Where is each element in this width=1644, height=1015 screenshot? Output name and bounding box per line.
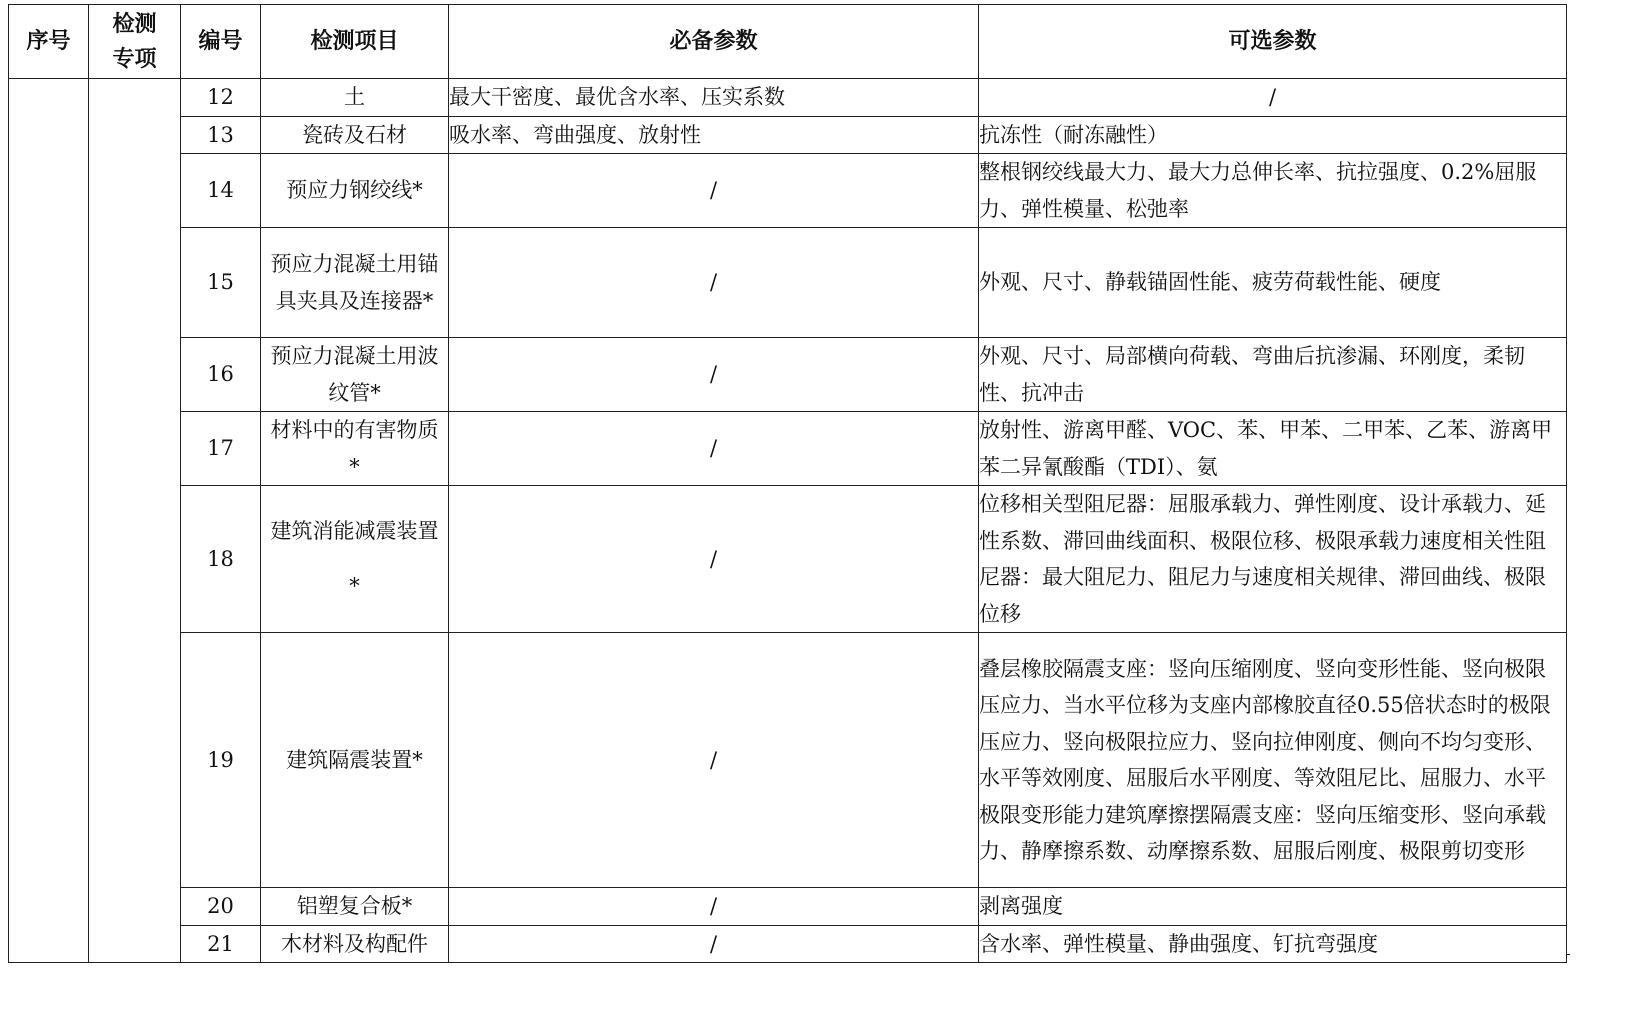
item-cell: 建筑隔震装置* [261,633,449,888]
required-cell: 吸水率、弯曲强度、放射性 [449,116,979,154]
optional-cell: 外观、尺寸、静载锚固性能、疲劳荷载性能、硬度 [979,228,1567,338]
optional-cell: 叠层橡胶隔震支座：竖向压缩刚度、竖向变形性能、竖向极限压应力、当水平位移为支座内部橡胶直径0.55倍状态时的极限压应力、竖向极限拉应力、竖向拉伸刚度、侧向不均匀变形、水平等效刚度、屈服后水平刚度、等效阻尼比、屈服力、水平极限变形能力建筑摩擦摆隔震支座：竖向压缩变形、竖向承载力、静摩擦系数、动摩擦系数、屈服后刚度、极限剪切变形 [979,633,1567,888]
inspection-table [8,4,1567,963]
header-required: 必备参数 [449,5,979,79]
table-row [9,338,1567,412]
required-cell: / [449,228,979,338]
table-row [9,633,1567,888]
item-cell: 铝塑复合板* [261,888,449,926]
required-cell: / [449,412,979,486]
table-row [9,925,1567,963]
margin-tick [1566,954,1570,955]
code-cell: 18 [181,486,261,633]
table-row [9,116,1567,154]
required-cell: / [449,925,979,963]
header-optional: 可选参数 [979,5,1567,79]
seq-cell [9,79,89,963]
code-cell: 16 [181,338,261,412]
table-row [9,228,1567,338]
item-cell: 瓷砖及石材 [261,116,449,154]
header-code: 编号 [181,5,261,79]
required-cell: / [449,486,979,633]
item-cell: 建筑消能减震装置* [261,486,449,633]
code-cell: 19 [181,633,261,888]
required-cell: / [449,338,979,412]
code-cell: 17 [181,412,261,486]
code-cell: 12 [181,79,261,117]
item-cell: 预应力混凝土用锚具夹具及连接器* [261,228,449,338]
table-row [9,888,1567,926]
required-cell: / [449,154,979,228]
optional-cell: 外观、尺寸、局部横向荷载、弯曲后抗渗漏、环刚度，柔韧性、抗冲击 [979,338,1567,412]
optional-cell: / [979,79,1567,117]
table-row [9,412,1567,486]
optional-cell: 含水率、弹性模量、静曲强度、钉抗弯强度 [979,925,1567,963]
optional-cell: 抗冻性（耐冻融性） [979,116,1567,154]
table-row [9,486,1567,633]
optional-cell: 整根钢绞线最大力、最大力总伸长率、抗拉强度、0.2%屈服力、弹性模量、松弛率 [979,154,1567,228]
required-cell: / [449,888,979,926]
header-seq: 序号 [9,5,89,79]
code-cell: 13 [181,116,261,154]
optional-cell: 放射性、游离甲醛、VOC、苯、甲苯、二甲苯、乙苯、游离甲苯二异氰酸酯（TDI）、氨 [979,412,1567,486]
item-cell: 预应力钢绞线* [261,154,449,228]
item-cell: 材料中的有害物质* [261,412,449,486]
optional-cell: 剥离强度 [979,888,1567,926]
item-cell: 预应力混凝土用波纹管* [261,338,449,412]
required-cell: 最大干密度、最优含水率、压实系数 [449,79,979,117]
code-cell: 21 [181,925,261,963]
optional-cell: 位移相关型阻尼器：屈服承载力、弹性刚度、设计承载力、延性系数、滞回曲线面积、极限位移、极限承载力速度相关性阻尼器：最大阻尼力、阻尼力与速度相关规律、滞回曲线、极限位移 [979,486,1567,633]
header-item: 检测项目 [261,5,449,79]
header-row [9,5,1567,79]
table-row [9,154,1567,228]
required-cell: / [449,633,979,888]
header-category: 检测 专项 [89,5,181,79]
code-cell: 15 [181,228,261,338]
code-cell: 20 [181,888,261,926]
item-cell: 土 [261,79,449,117]
item-cell: 木材料及构配件 [261,925,449,963]
category-cell [89,79,181,963]
code-cell: 14 [181,154,261,228]
table-row [9,79,1567,117]
